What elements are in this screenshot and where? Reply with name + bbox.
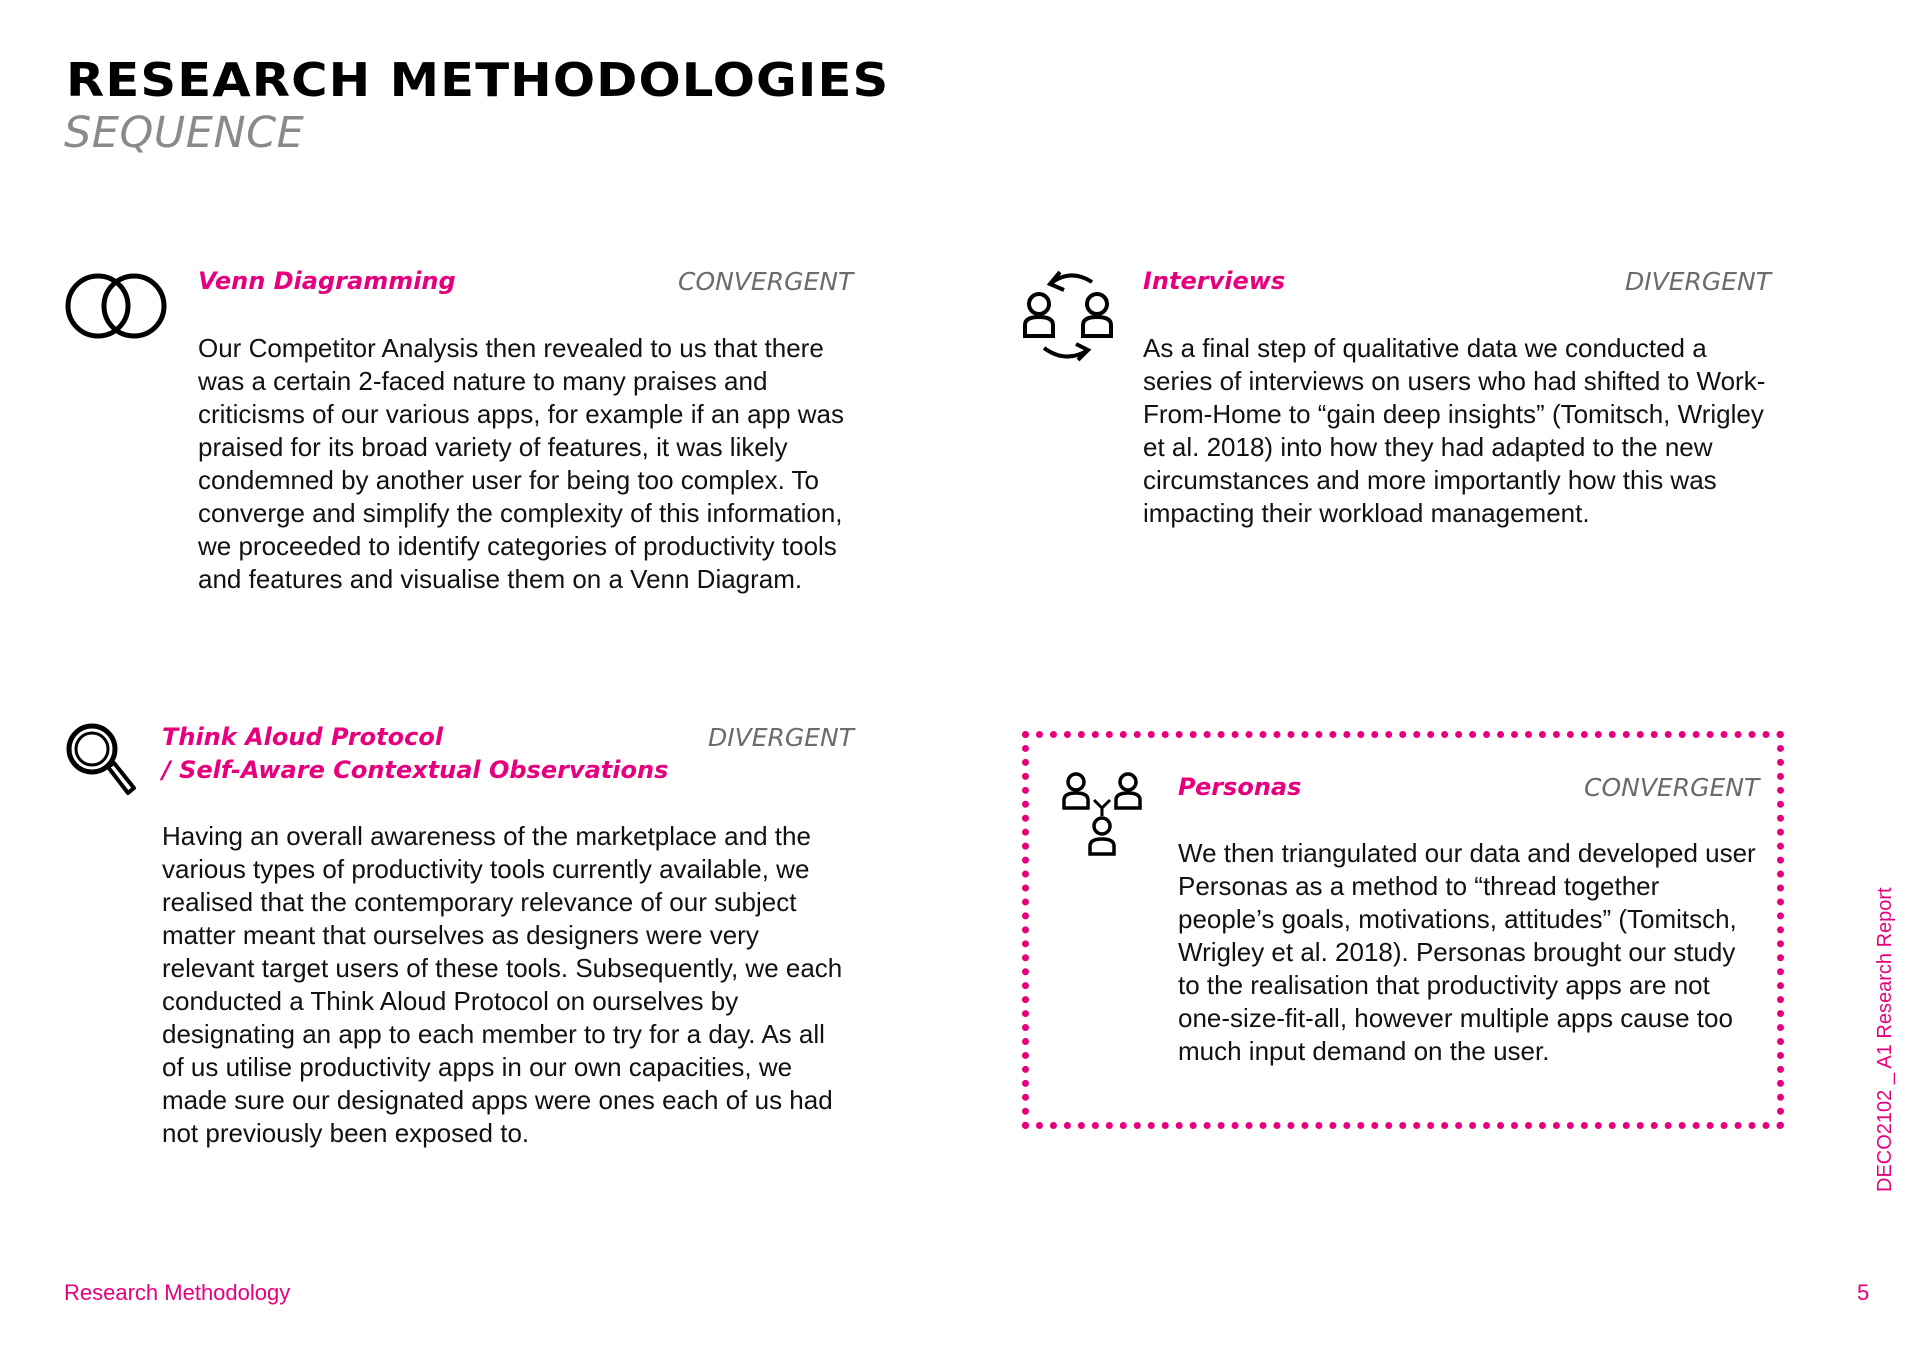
venn-tag: CONVERGENT: [678, 267, 854, 296]
personas-heading: Personas: [1178, 773, 1302, 801]
page-subtitle: SEQUENCE: [64, 108, 305, 158]
venn-body: Our Competitor Analysis then revealed to us that there was a certain 2-faced nature to many praises and criticisms of our various apps, for example if an app was praised for its broad variety of features, it was likely condemned by another user for being too complex. To converge and simplify the complexity of this information, we proceeded to identify categories of productivity tools and features and visualise them on a Venn Diagram.: [198, 333, 844, 594]
think-aloud-body: Having an overall awareness of the marketplace and the various types of productivity tools currently available, we realised that the contemporary relevance of our subject matter meant that ourselves as designers were very relevant target users of these tools. Subsequently, we each conducted a Think Aloud Protocol on ourselves by designating an app to each member to try for a day. As all of us utilise productivity apps in our own capacities, we made sure our designated apps were ones each of us had not previously been exposed to.: [162, 821, 843, 1148]
venn-heading: Venn Diagramming: [198, 267, 456, 295]
personas-triangulation-icon: [1060, 770, 1146, 860]
magnifier-icon: [64, 721, 136, 801]
interviews-body: As a final step of qualitative data we conducted a series of interviews on users who had shifted to Work-From-Home to “gain deep insights” (Tomitsch, Wrigley et al. 2018) into how they had adapted to the new circumstances and more importantly how this was impacting their workload management.: [1143, 333, 1766, 528]
think-aloud-tag: DIVERGENT: [708, 723, 855, 752]
side-document-label: DECO2102 _ A1 Research Report: [1874, 887, 1896, 1192]
conversation-cycle-icon: [1020, 262, 1116, 370]
personas-body: We then triangulated our data and developed user Personas as a method to “thread together people’s goals, motivations, attitudes” (Tomitsch, Wrigley et al. 2018). Personas brought our study to the realisation that productivity apps are not one-size-fit-all, however multiple apps cause too much input demand on the user.: [1178, 838, 1756, 1066]
personas-tag: CONVERGENT: [1584, 773, 1760, 802]
interviews-tag: DIVERGENT: [1625, 267, 1772, 296]
page-number: 5: [1857, 1280, 1870, 1305]
think-aloud-subheading: / Self-Aware Contextual Observations: [162, 756, 669, 784]
footer-section-name: Research Methodology: [64, 1280, 291, 1305]
page-title: RESEARCH METHODOLOGIES: [66, 53, 890, 107]
interviews-heading: Interviews: [1143, 267, 1286, 295]
think-aloud-heading: Think Aloud Protocol: [162, 723, 444, 751]
venn-diagram-icon: [64, 270, 168, 342]
